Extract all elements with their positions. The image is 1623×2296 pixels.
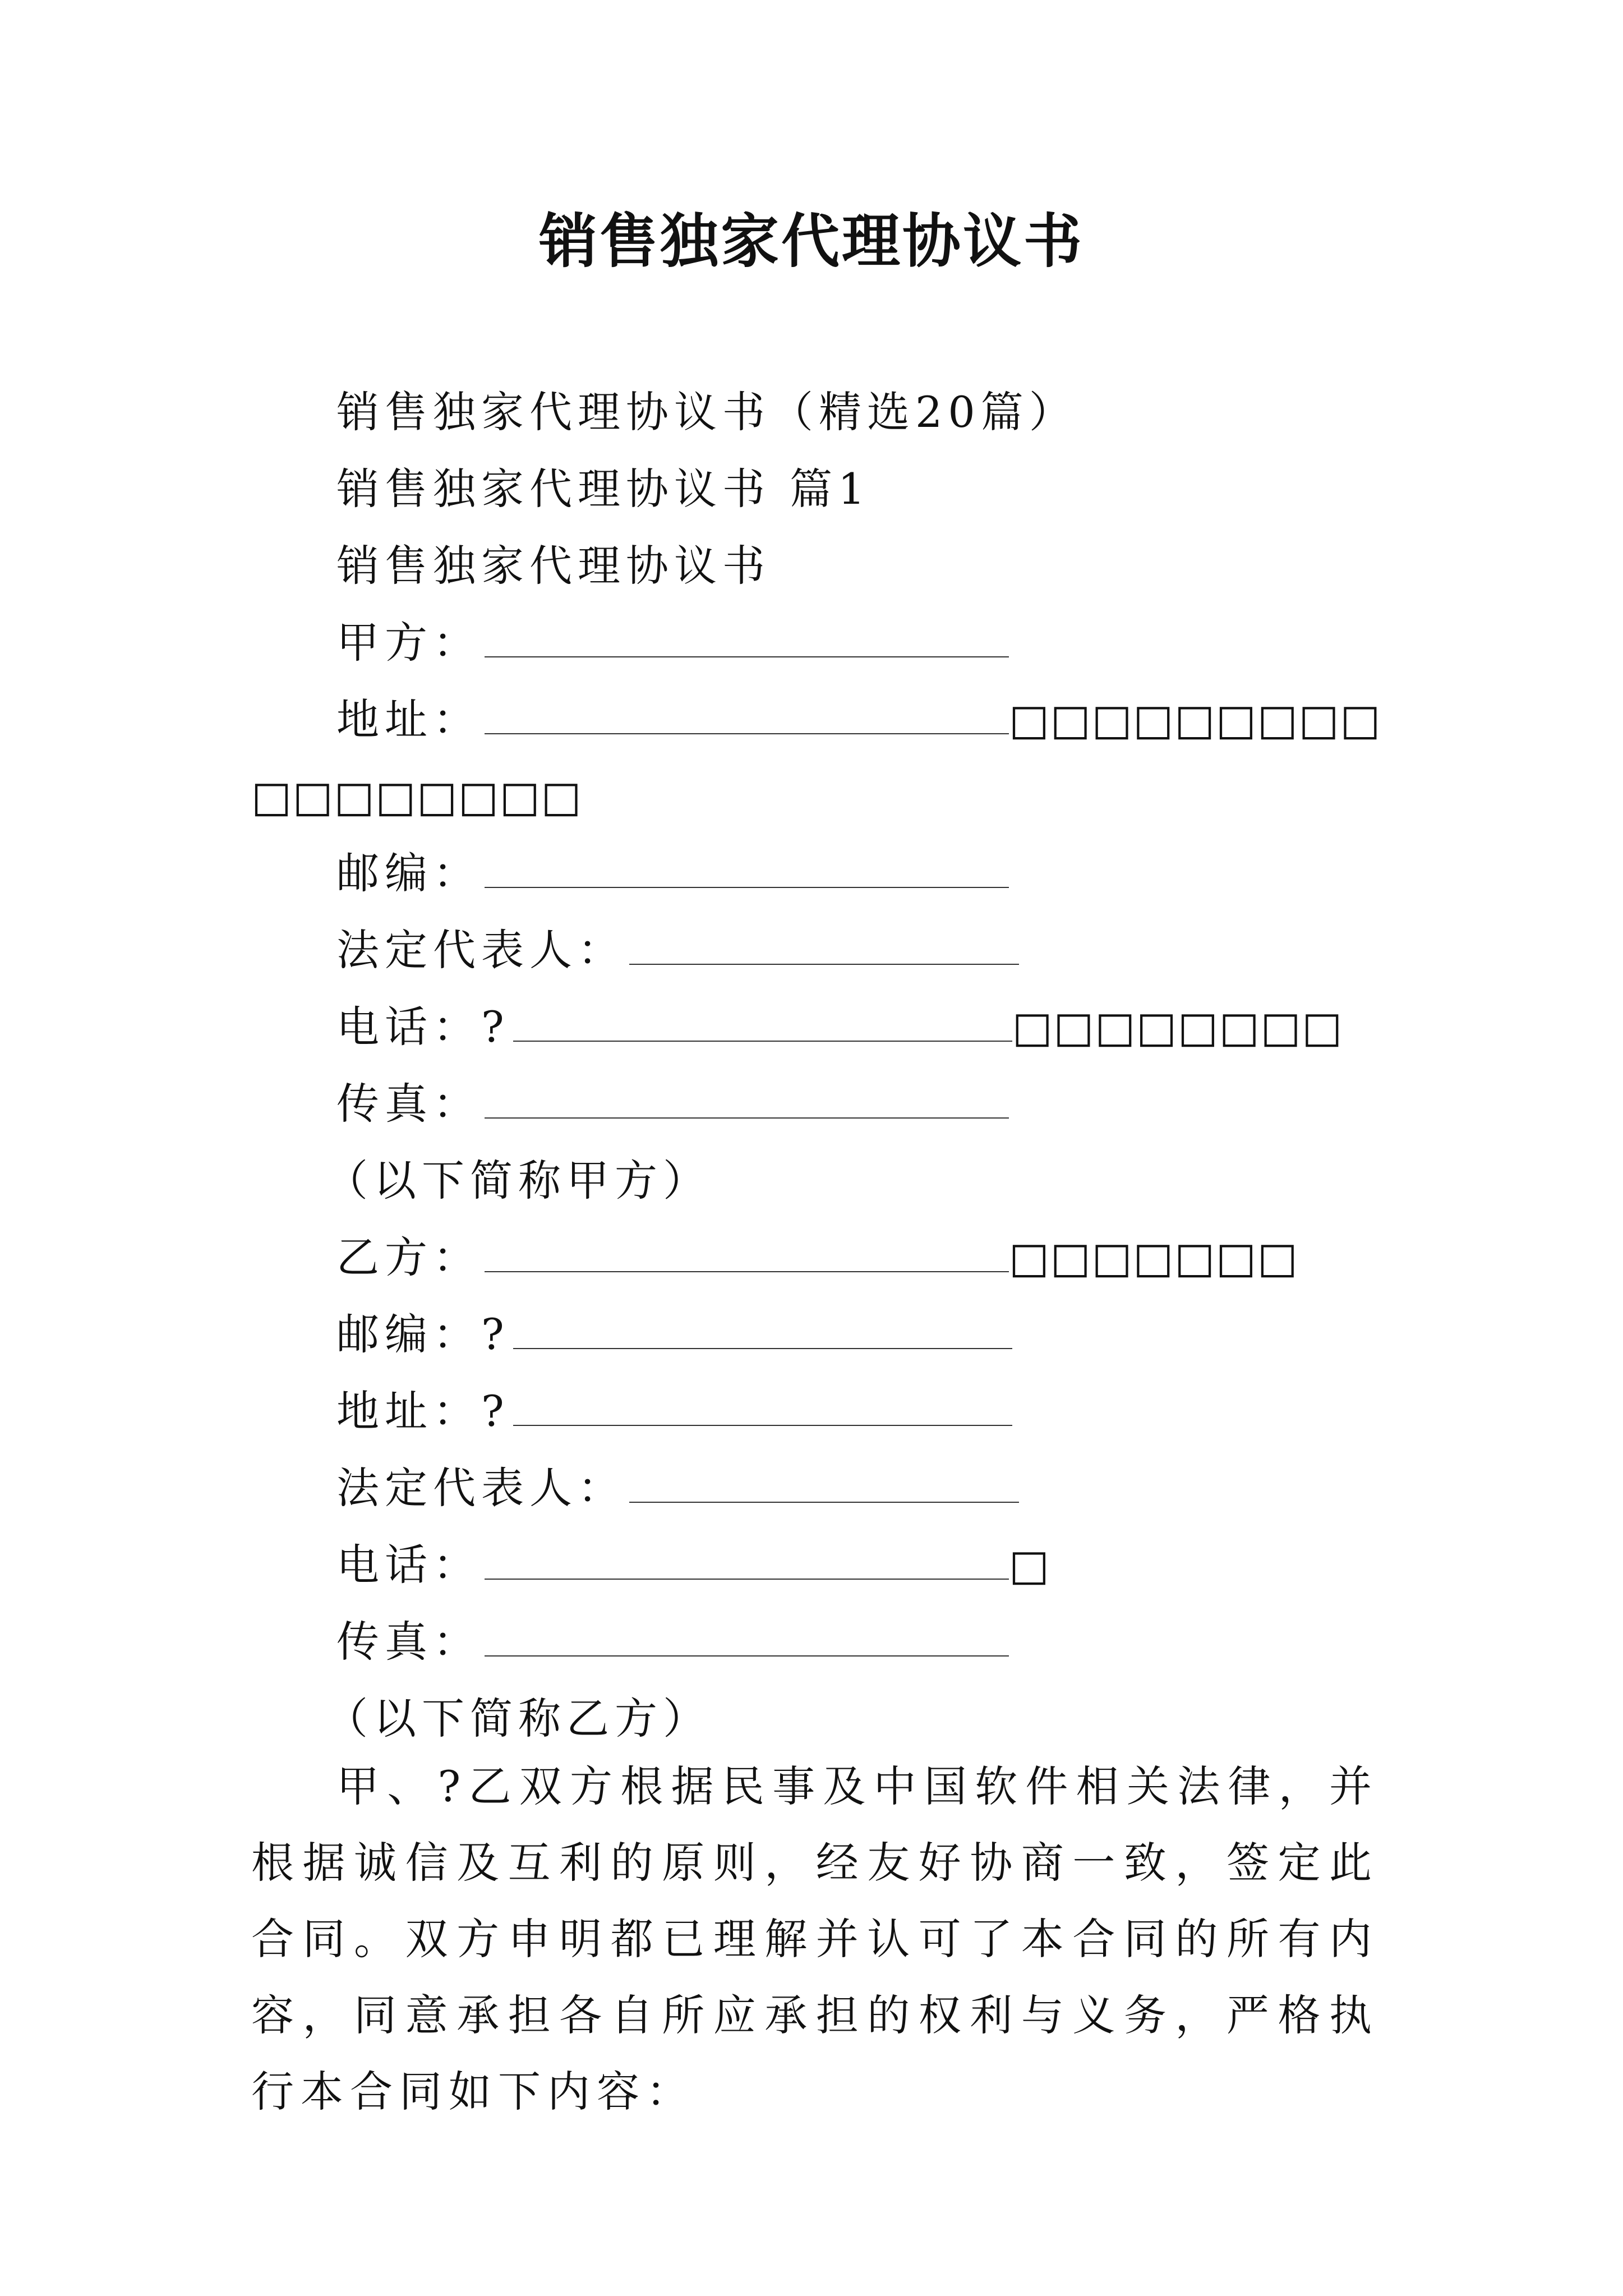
party-a-address-boxes: □□□□□□□□□ — [1009, 694, 1382, 744]
party-a-fax-label: 传真： — [336, 1079, 481, 1129]
document-title: 销售独家代理协议书 — [538, 206, 1084, 275]
party-b-fax-label: 传真： — [336, 1617, 481, 1667]
party-a-address-blank — [485, 700, 1009, 734]
party-a-name-label: 甲方： — [336, 618, 481, 668]
party-b-address-blank — [513, 1391, 1012, 1426]
document-subtitle: 销售独家代理协议书（精选20篇） — [336, 387, 1077, 437]
party-a-phone-line — [336, 996, 1343, 1058]
party-a-name-blank — [485, 623, 1009, 657]
agreement-heading: 销售独家代理协议书 — [336, 541, 771, 591]
party-a-name-line — [336, 612, 1009, 674]
party-b-postcode-line — [336, 1304, 1012, 1365]
party-b-fax-blank — [485, 1622, 1009, 1657]
party-b-postcode-blank — [513, 1314, 1012, 1349]
party-b-phone-label: 电话： — [336, 1540, 481, 1590]
party-b-legal-rep-blank — [629, 1468, 1019, 1503]
party-b-fax-line — [336, 1611, 1009, 1673]
party-b-name-blank — [485, 1237, 1009, 1272]
party-b-name-label: 乙方： — [336, 1232, 481, 1282]
party-a-address-line — [336, 689, 1381, 751]
party-b-postcode-label: 邮编：? — [336, 1309, 510, 1359]
party-a-address-boxes-wrap: □□□□□□□□ — [251, 771, 583, 821]
party-a-legal-rep-label: 法定代表人： — [336, 925, 626, 975]
party-b-legal-rep-line — [336, 1457, 1019, 1519]
party-a-legal-rep-blank — [629, 930, 1019, 965]
party-a-phone-boxes: □□□□□□□□ — [1012, 1002, 1344, 1052]
party-a-postcode-line — [336, 843, 1009, 904]
party-a-postcode-blank — [485, 853, 1009, 888]
party-b-name-boxes: □□□□□□□ — [1009, 1232, 1299, 1282]
party-a-phone-blank — [513, 1007, 1012, 1042]
party-a-fax-line — [336, 1073, 1009, 1135]
party-b-phone-blank — [485, 1545, 1009, 1580]
party-b-phone-boxes: □ — [1009, 1540, 1050, 1590]
party-b-address-label: 地址：? — [336, 1386, 510, 1436]
party-a-address-wrap-line — [251, 766, 582, 827]
party-b-short-name: （以下简称乙方） — [325, 1694, 711, 1743]
party-a-phone-label: 电话：? — [336, 1002, 510, 1052]
party-b-legal-rep-label: 法定代表人： — [336, 1463, 626, 1513]
party-b-address-line — [336, 1381, 1012, 1442]
preamble-paragraph: 甲、?乙双方根据民事及中国软件相关法律，并根据诚信及互利的原则，经友好协商一致，签定此合同。双方申明都已理解并认可了本合同的所有内容，同意承担各自所应承担的权利与义务，严格执行本合同如下内容： — [251, 1761, 1378, 2116]
party-a-fax-blank — [485, 1084, 1009, 1119]
party-b-name-line — [336, 1227, 1299, 1289]
party-a-postcode-label: 邮编： — [336, 848, 481, 898]
party-a-legal-rep-line — [336, 919, 1019, 981]
party-a-address-label: 地址： — [336, 694, 481, 744]
party-a-short-name: （以下简称甲方） — [325, 1156, 711, 1205]
chapter-heading: 销售独家代理协议书 篇1 — [336, 464, 871, 514]
party-b-phone-line — [336, 1534, 1050, 1596]
